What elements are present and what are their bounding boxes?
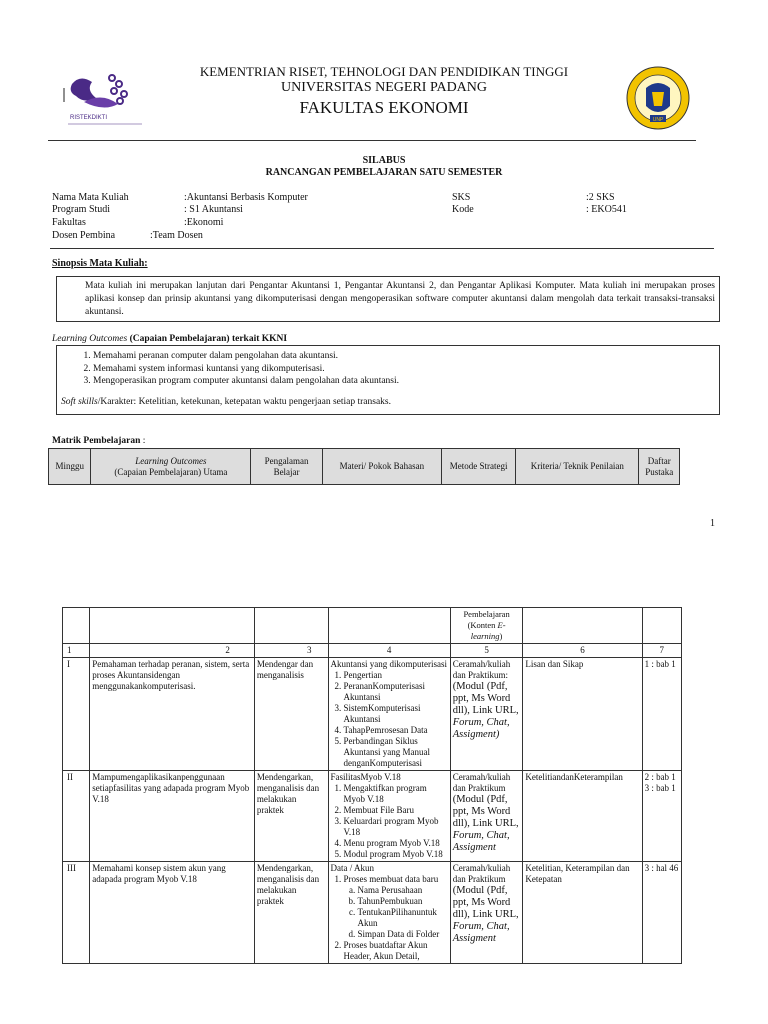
- matrik-heading: [52, 435, 145, 447]
- col-lo-text: (Capaian Pembelajaran) Utama: [114, 466, 228, 477]
- number-row: 1 2 3 4 5 6 7: [63, 644, 682, 658]
- unp-logo: [626, 66, 690, 130]
- ministry-name: KEMENTRIAN RISET, TEHNOLOGI DAN PENDIDIKAN TINGGI: [199, 64, 569, 79]
- lo-item: 1. Memahami peranan computer dalam pengolahan data akuntansi.: [93, 350, 715, 363]
- matrix-header-table: [48, 448, 680, 485]
- svg-text:RISTEKDIKTI: RISTEKDIKTI: [70, 115, 108, 121]
- lo-heading: [52, 333, 287, 345]
- sks-label: SKS: [452, 192, 471, 203]
- metode-cell: Ceramah/kuliah dan Praktikum (Modul (Pdf, ppt, Ms Word dll), Link URL, Forum, Chat, Assigment: [450, 862, 523, 964]
- info-divider: [50, 248, 714, 249]
- doc-title: SILABUS: [362, 155, 406, 166]
- sinopsis-box: [56, 276, 720, 322]
- kode-label: Kode: [452, 204, 474, 215]
- col-metode: Metode Strategi: [442, 449, 516, 485]
- table-row: II Mampumengaplikasikanpenggunaan setiapfasilitas yang adapada program Myob V.18 Mendengarkan, menganalisis dan melakukan praktek FasilitasMyob V.18 1. Mengaktifkan program Myob V.18 2. Membuat File Baru 3. Keluardari program Myob V.18 4. Menu program Myob V.18 5. Modul program Myob V.18 Ceramah/kuliah dan Praktikum (Modul (Pdf, ppt, Ms Word dll), Link URL, Forum, Chat, Assigment KetelitiandanKeterampilan 2 : bab 1 3 : bab 1: [63, 771, 682, 862]
- lo-heading-italic: Learning Outcomes: [52, 334, 128, 344]
- table-row: III Memahami konsep sistem akun yang adapada program Myob V.18 Mendengarkan, menganalisis dan melakukan praktek Data / Akun 1. Proses membuat data baru a. Nama Perusahaan b. TahunPembukuan c. TentukanPilihanuntuk Akun d. Simpan Data di Folder 2. Proses buatdaftar Akun Header, Akun Detail, Ceramah/kuliah dan Praktikum (Modul (Pdf, ppt, Ms Word dll), Link URL, Forum, Chat, Assigment Ketelitian, Keterampilan dan Ketepatan 3 : hal 46: [63, 862, 682, 964]
- svg-text:UNP: UNP: [652, 117, 664, 123]
- sinopsis-heading: Sinopsis Mata Kuliah:: [52, 258, 148, 269]
- lo-box: [56, 345, 720, 415]
- col-materi: Materi/ Pokok Bahasan: [322, 449, 441, 485]
- kode-value: : EKO541: [586, 204, 627, 215]
- nama-label: Nama Mata Kuliah: [52, 192, 129, 203]
- soft-skills: [61, 396, 715, 408]
- nama-value: :Akuntansi Berbasis Komputer: [184, 192, 308, 203]
- col-kriteria: Kriteria/ Teknik Penilaian: [516, 449, 639, 485]
- fakultas-value: :Ekonomi: [184, 217, 224, 228]
- col-learning-outcomes: [91, 449, 251, 485]
- col-pengalaman: Pengalaman Belajar: [251, 449, 322, 485]
- table-row: I Pemahaman terhadap peranan, sistem, serta proses Akuntansidengan menggunakankomputerisasi. Mendengar dan menganalisis Akuntansi yang dikomputerisasi 1. Pengertian 2. PerananKomputerisasi Akuntansi 3. SistemKomputerisasi Akuntansi 4. TahapPemrosesan Data 5. Perbandingan Siklus Akuntansi yang Manual denganKomputerisasi Ceramah/kuliah dan Praktikum: (Modul (Pdf, ppt, Ms Word dll), Link URL, Forum, Chat, Assigment) Lisan dan Sikap 1 : bab 1: [63, 658, 682, 771]
- prodi-label: Program Studi: [52, 204, 111, 215]
- faculty-name: FAKULTAS EKONOMI: [299, 98, 469, 117]
- doc-subtitle: RANCANGAN PEMBELAJARAN SATU SEMESTER: [265, 167, 503, 178]
- university-name: UNIVERSITAS NEGERI PADANG: [280, 80, 488, 95]
- sks-value: :2 SKS: [586, 192, 615, 203]
- lo-item: 3. Mengoperasikan program computer akuntansi dalam pengolahan data akuntansi.: [93, 375, 715, 388]
- materi-cell: FasilitasMyob V.18 1. Mengaktifkan program Myob V.18 2. Membuat File Baru 3. Keluardari program Myob V.18 4. Menu program Myob V.18 5. Modul program Myob V.18: [328, 771, 450, 862]
- matrik-heading-label: Matrik Pembelajaran: [52, 436, 141, 446]
- materi-cell: Data / Akun 1. Proses membuat data baru a. Nama Perusahaan b. TahunPembukuan c. TentukanPilihanuntuk Akun d. Simpan Data di Folder 2. Proses buatdaftar Akun Header, Akun Detail,: [328, 862, 450, 964]
- fakultas-label: Fakultas: [52, 217, 86, 228]
- soft-skills-italic: Soft skills: [61, 396, 98, 407]
- syllabus-table: [62, 607, 682, 964]
- metode-cell: Ceramah/kuliah dan Praktikum (Modul (Pdf, ppt, Ms Word dll), Link URL, Forum, Chat, Assigment: [450, 771, 523, 862]
- konten-cell: Pembelajaran (Konten E-learning): [450, 608, 523, 644]
- lo-list: [61, 350, 715, 388]
- col-pustaka: Daftar Pustaka: [639, 449, 680, 485]
- materi-cell: Akuntansi yang dikomputerisasi 1. Pengertian 2. PerananKomputerisasi Akuntansi 3. SistemKomputerisasi Akuntansi 4. TahapPemrosesan Data 5. Perbandingan Siklus Akuntansi yang Manual denganKomputerisasi: [328, 658, 450, 771]
- col-minggu: Minggu: [49, 449, 91, 485]
- col-lo-italic: Learning Outcomes: [135, 455, 207, 466]
- metode-cell: Ceramah/kuliah dan Praktikum: (Modul (Pdf, ppt, Ms Word dll), Link URL, Forum, Chat, Assigment): [450, 658, 523, 771]
- page-number: 1: [710, 518, 715, 529]
- dosen-label: Dosen Pembina: [52, 230, 116, 241]
- lo-item: 2. Memahami system informasi kuntansi yang dikomputerisasi.: [93, 363, 715, 376]
- lo-heading-rest: (Capaian Pembelajaran) terkait KKNI: [127, 334, 288, 344]
- table-top-row: [63, 608, 682, 644]
- prodi-value: : S1 Akuntansi: [184, 204, 243, 215]
- sinopsis-text: Mata kuliah ini merupakan lanjutan dari Pengantar Akuntansi 1, Pengantar Akuntansi 2, dan Pengantar Aplikasi Komputer. Mata kuliah ini merupakan proses aplikasi konsep dan prinsip akuntansi yang dikomputerisasi dengan mengoperasikan software computer akuntansi dalam mengolah data terkait transaksi-transaksi akuntansi.: [85, 281, 715, 317]
- header-divider: [48, 140, 696, 141]
- matrik-heading-suffix: :: [140, 436, 146, 446]
- dosen-value: :Team Dosen: [150, 230, 203, 241]
- soft-skills-text: /Karakter: Ketelitian, ketekunan, ketepatan waktu pengerjaan setiap transaks.: [97, 396, 392, 407]
